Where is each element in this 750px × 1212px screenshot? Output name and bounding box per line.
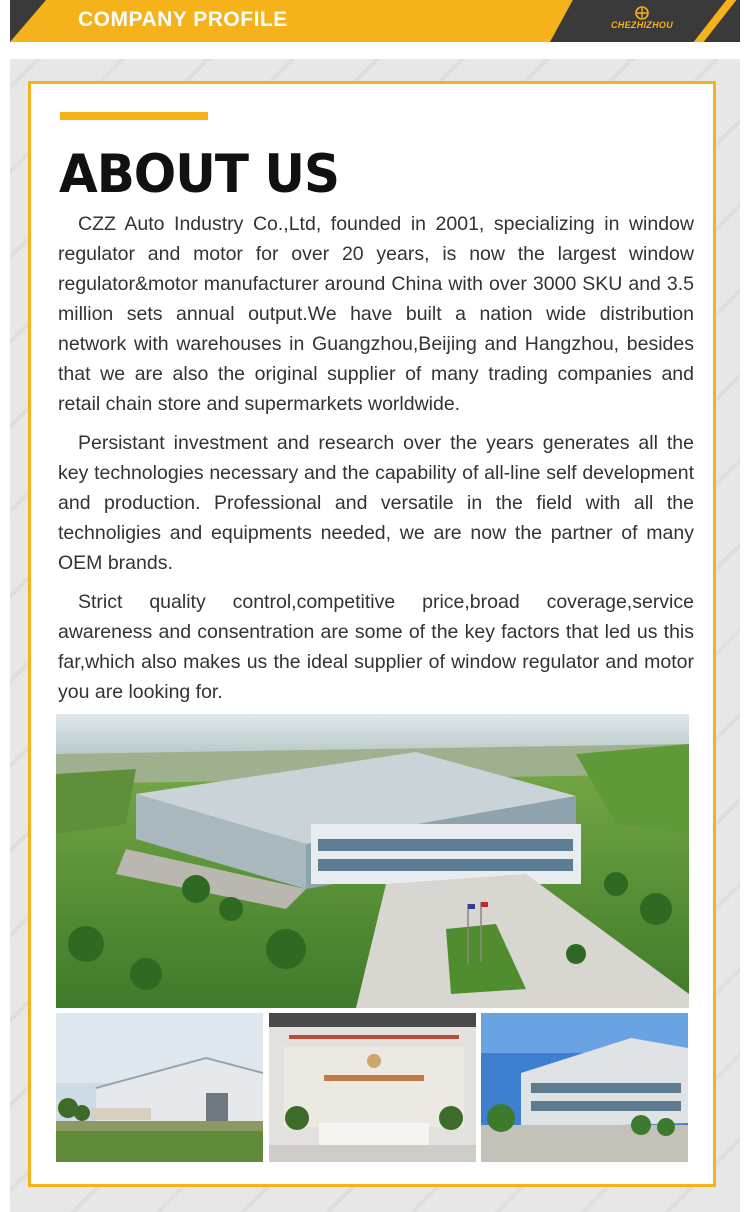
logo-wordmark: CHEZHIZHOU: [611, 20, 673, 30]
factory-building-photo: [56, 1013, 263, 1162]
heading-accent-bar: [60, 112, 208, 120]
about-paragraph-2: Persistant investment and research over the years generates all the key technologies necessary and the capability of all-line self development and production. Professional and versatile in the field with all the technoligies and equipments needed, we are now the partner of many OEM brands.: [58, 432, 694, 574]
reception-lobby-photo: [269, 1013, 476, 1162]
logo-icon: [633, 6, 651, 20]
about-paragraph-3: Strict quality control,competitive price,broad coverage,service awareness and consentration are some of the key factors that led us this far,which also makes us the ideal supplier of window regulator and motor you are looking for.: [58, 591, 694, 703]
header-banner: [10, 0, 740, 42]
page-title: ABOUT US: [59, 143, 340, 205]
office-building-photo: [481, 1013, 688, 1162]
factory-aerial-photo: [56, 714, 689, 1008]
banner-title: COMPANY PROFILE: [78, 8, 288, 31]
banner-left-stripe: [10, 0, 46, 42]
company-logo: [606, 6, 678, 36]
about-paragraph-1: CZZ Auto Industry Co.,Ltd, founded in 2001, specializing in window regulator and motor for over 20 years, is now the largest window regulator&motor manufacturer around China with over 3000 SKU and 3.5 million sets annual output.We have built a nation wide distribution network with warehouses in Guangzhou,Beijing and Hangzhou, besides that we are also the original supplier of many trading companies and retail chain store and supermarkets worldwide.: [58, 213, 694, 415]
